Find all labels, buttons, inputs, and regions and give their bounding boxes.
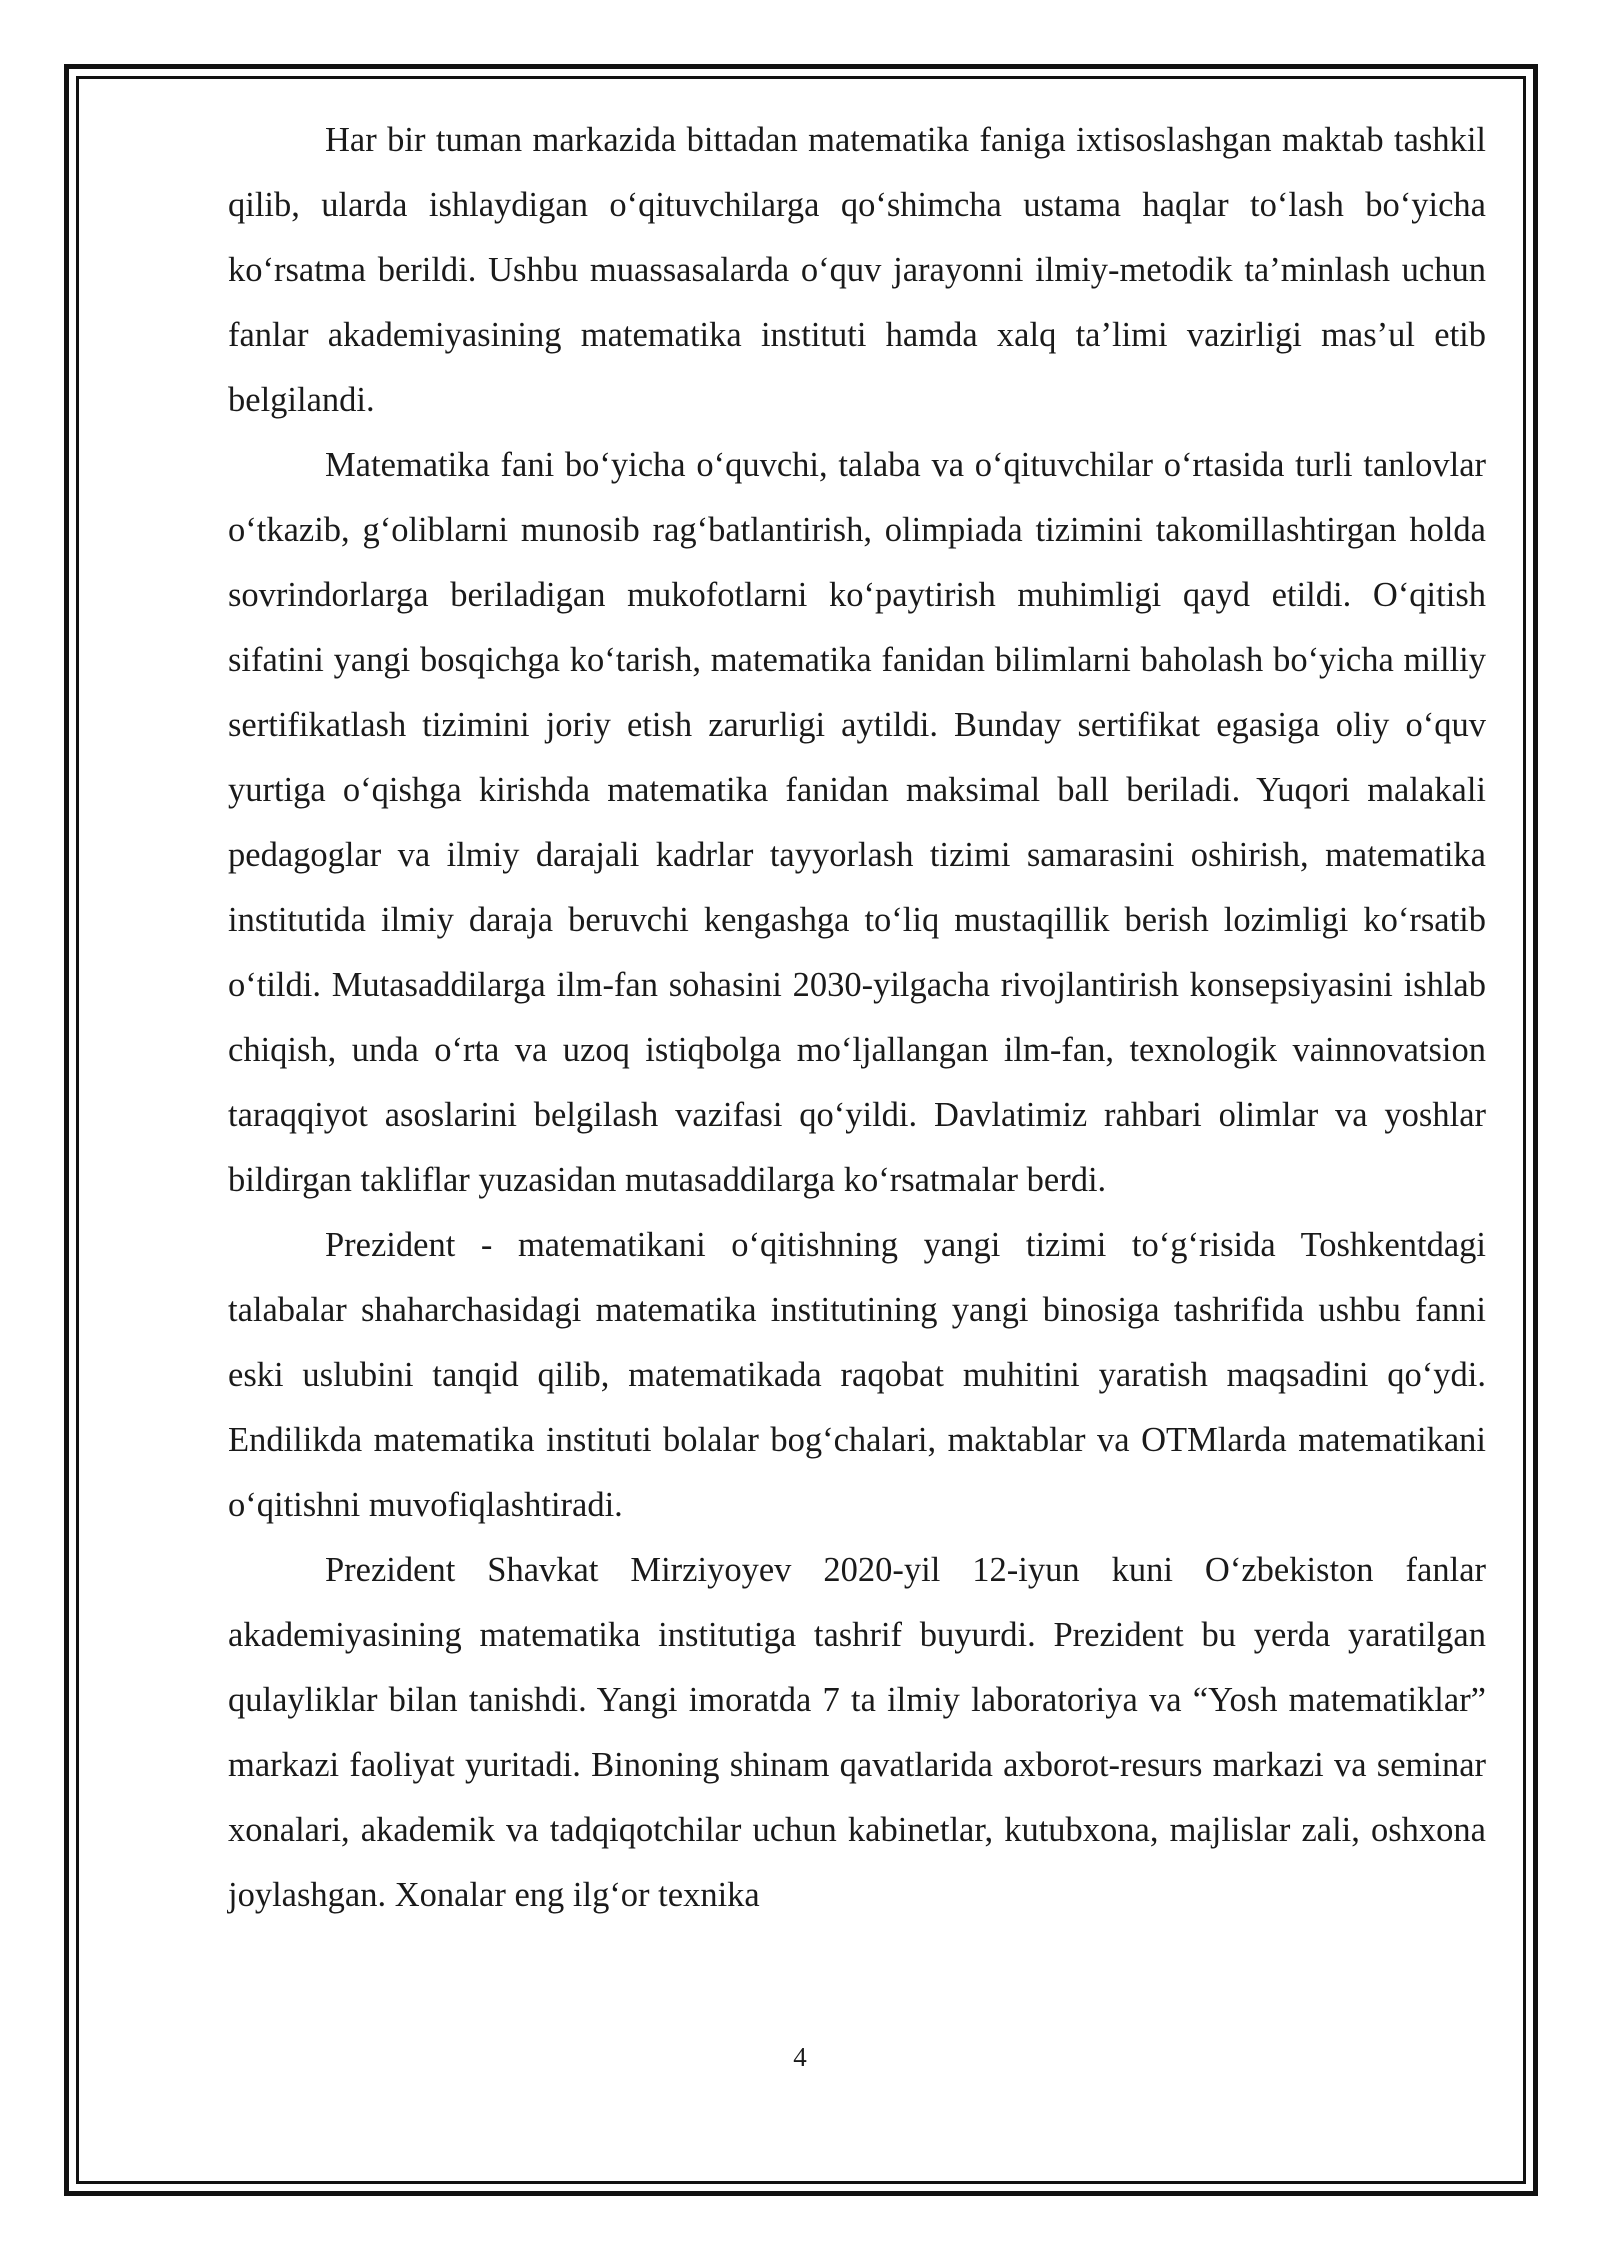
page-number: 4 xyxy=(793,2042,807,2072)
paragraph-1: Har bir tuman markazida bittadan matematika faniga ixtisoslashgan maktab tashkil qilib, ularda ishlaydigan o‘qituvchilarga qo‘shimcha ustama haqlar to‘lash bo‘yicha ko‘rsatma berildi. Ushbu muassasalarda o‘quv jarayonni ilmiy-metodik ta’minlash uchun fanlar akademiyasining matematika instituti hamda xalq ta’limi vazirligi mas’ul etib belgilandi. xyxy=(228,121,1486,419)
document-body xyxy=(228,108,1486,1928)
paragraph-4: Prezident Shavkat Mirziyoyev 2020-yil 12-iyun kuni O‘zbekiston fanlar akademiyasining matematika institutiga tashrif buyurdi. Prezident bu yerda yaratilgan qulayliklar bilan tanishdi. Yangi imoratda 7 ta ilmiy laboratoriya va “Yosh matematiklar” markazi faoliyat yuritadi. Binoning shinam qavatlarida axborot-resurs markazi va seminar xonalari, akademik va tadqiqotchilar uchun kabinetlar, kutubxona, majlislar zali, oshxona joylashgan. Xonalar eng ilg‘or texnika xyxy=(228,1551,1486,1914)
paragraph-3: Prezident - matematikani o‘qitishning yangi tizimi to‘g‘risida Toshkentdagi talabalar shaharchasidagi matematika institutining yangi binosiga tashrifida ushbu fanni eski uslubini tanqid qilib, matematikada raqobat muhitini yaratish maqsadini qo‘ydi. Endilikda matematika instituti bolalar bog‘chalari, maktablar va OTMlarda matematikani o‘qitishni muvofiqlashtiradi. xyxy=(228,1226,1486,1524)
paragraph-2: Matematika fani bo‘yicha o‘quvchi, talaba va o‘qituvchilar o‘rtasida turli tanlovlar o‘tkazib, g‘oliblarni munosib rag‘batlantirish, olimpiada tizimini takomillashtirgan holda sovrindorlarga beriladigan mukofotlarni ko‘paytirish muhimligi qayd etildi. O‘qitish sifatini yangi bosqichga ko‘tarish, matematika fanidan bilimlarni baholash bo‘yicha milliy sertifikatlash tizimini joriy etish zarurligi aytildi. Bunday sertifikat egasiga oliy o‘quv yurtiga o‘qishga kirishda matematika fanidan maksimal ball beriladi. Yuqori malakali pedagoglar va ilmiy darajali kadrlar tayyorlash tizimi samarasini oshirish, matematika institutida ilmiy daraja beruvchi kengashga to‘liq mustaqillik berish lozimligi ko‘rsatib o‘tildi. Mutasaddilarga ilm-fan sohasini 2030-yilgacha rivojlantirish konsepsiyasini ishlab chiqish, unda o‘rta va uzoq istiqbolga mo‘ljallangan ilm-fan, texnologik vainnovatsion taraqqiyot asoslarini belgilash vazifasi qo‘yildi. Davlatimiz rahbari olimlar va yoshlar bildirgan takliflar yuzasidan mutasaddilarga ko‘rsatmalar berdi. xyxy=(228,446,1486,1199)
